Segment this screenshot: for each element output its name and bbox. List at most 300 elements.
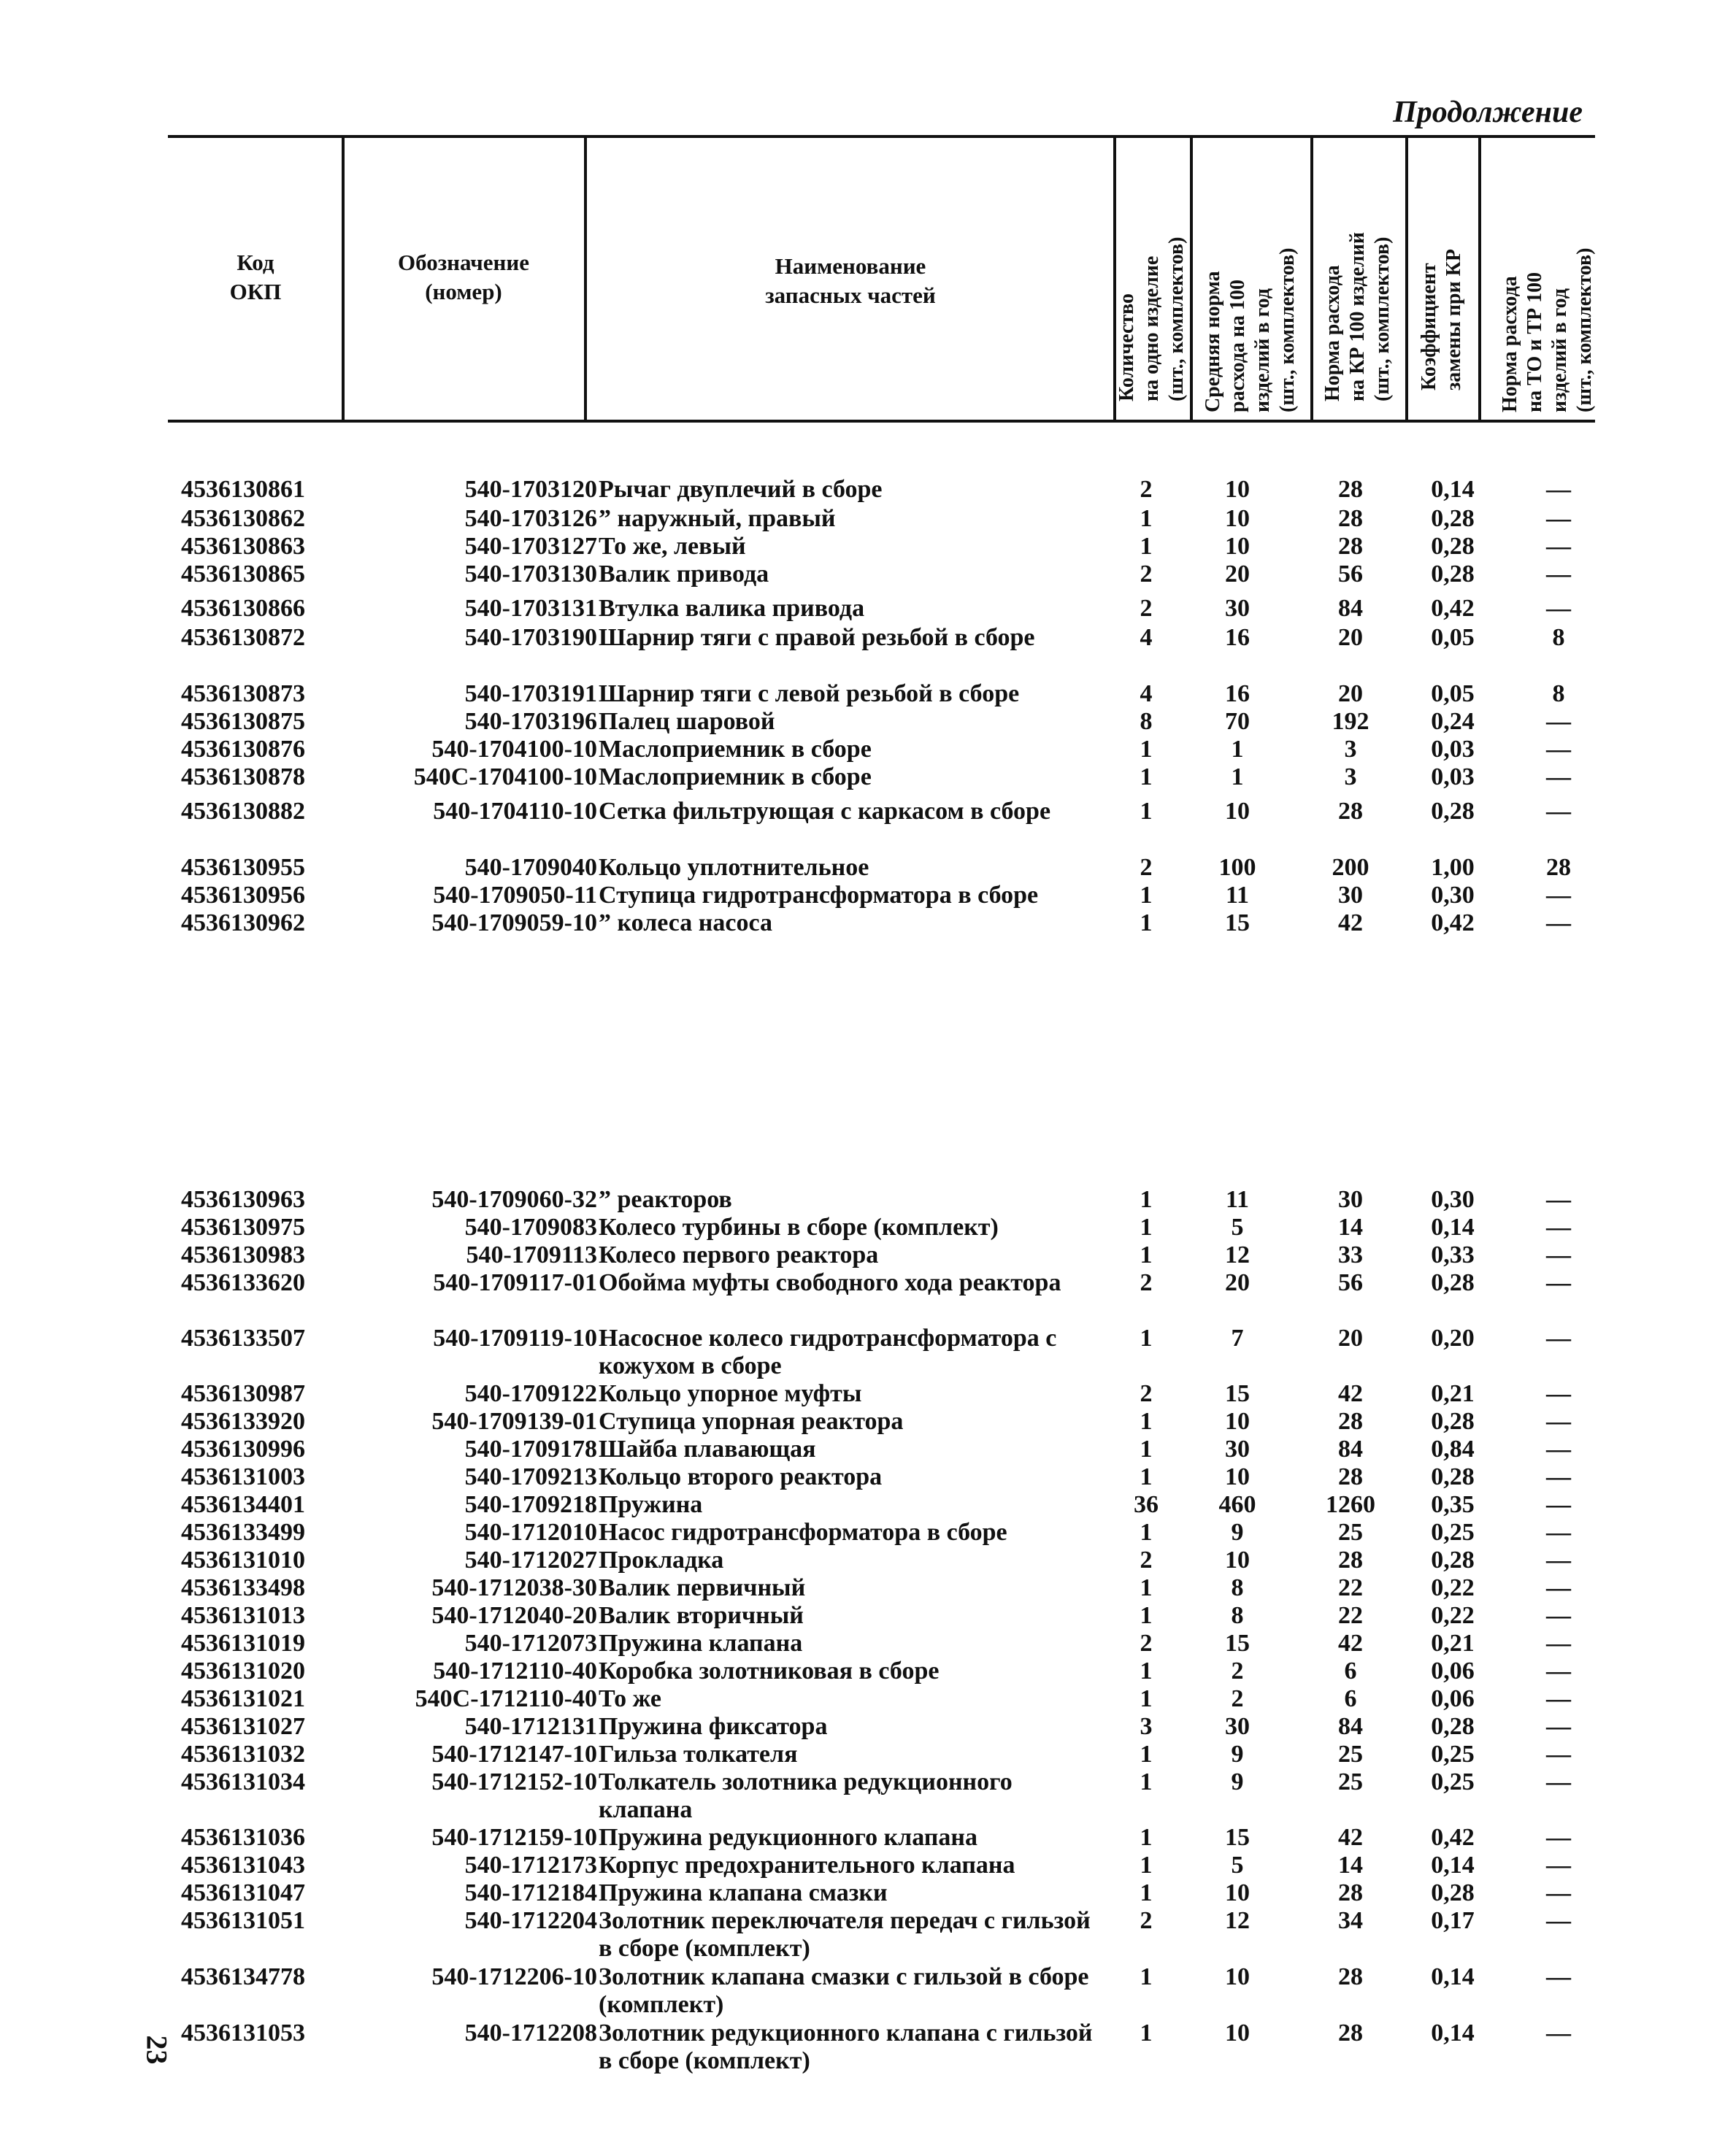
cell-avg: 2	[1231, 1658, 1244, 1685]
cell-avg: 10	[1225, 1463, 1250, 1490]
cell-code: 4536133498	[181, 1574, 305, 1601]
cell-name: ” наружный, правый	[599, 505, 836, 532]
cell-avg: 10	[1225, 533, 1250, 560]
cell-kr: 3	[1344, 736, 1357, 763]
cell-code: 4536131043	[181, 1852, 305, 1879]
cell-qty: 1	[1140, 1519, 1153, 1546]
cell-code: 4536131053	[181, 2020, 305, 2047]
cell-desig: 540-1712038-30	[431, 1574, 597, 1601]
cell-kr: 25	[1338, 1768, 1363, 1795]
table-row	[0, 1241, 1725, 1269]
cell-desig: 540-1709119-10	[433, 1325, 597, 1352]
cell-qty: 2	[1140, 1547, 1153, 1574]
cell-kr: 28	[1338, 533, 1363, 560]
cell-desig: 540-1709040	[464, 854, 597, 881]
table-row	[0, 1186, 1725, 1214]
cell-qty: 1	[1140, 763, 1153, 790]
cell-to: —	[1546, 1658, 1571, 1685]
cell-avg: 15	[1225, 1824, 1250, 1851]
header-to: Норма расхода на ТО и ТР 100 изделий в год (шт., комплектов)	[1499, 247, 1596, 412]
cell-coef: 0,14	[1431, 1963, 1475, 1990]
cell-coef: 0,33	[1431, 1241, 1475, 1268]
cell-name: Насос гидротрансформатора в сборе	[599, 1519, 1007, 1546]
cell-desig: 540-1703131	[464, 595, 597, 622]
cell-to: —	[1546, 1186, 1571, 1213]
cell-desig: 540-1709122	[464, 1380, 597, 1407]
cell-coef: 0,84	[1431, 1436, 1475, 1463]
table-row	[0, 595, 1725, 623]
cell-name: Шарнир тяги с правой резьбой в сборе	[599, 624, 1035, 651]
cell-coef: 0,28	[1431, 1269, 1475, 1296]
cell-qty: 1	[1140, 1685, 1153, 1712]
cell-desig: 540-1712184	[464, 1879, 597, 1906]
cell-coef: 0,05	[1431, 680, 1475, 707]
cell-kr: 28	[1338, 2020, 1363, 2047]
cell-coef: 0,14	[1431, 2020, 1475, 2047]
cell-coef: 0,06	[1431, 1685, 1475, 1712]
cell-code: 4536131032	[181, 1741, 305, 1768]
cell-kr: 33	[1338, 1241, 1363, 1268]
cell-name: Пружина фиксатора	[599, 1713, 828, 1740]
cell-to: —	[1546, 736, 1571, 763]
cell-desig: 540-1712110-40	[433, 1658, 597, 1685]
cell-code: 4536133499	[181, 1519, 305, 1546]
cell-coef: 0,28	[1431, 1879, 1475, 1906]
cell-desig: 540-1703130	[464, 561, 597, 588]
cell-avg: 15	[1225, 1380, 1250, 1407]
cell-code: 4536131019	[181, 1630, 305, 1657]
cell-name: Палец шаровой	[599, 708, 775, 735]
cell-avg: 30	[1225, 1713, 1250, 1740]
cell-avg: 100	[1218, 854, 1256, 881]
cell-coef: 0,28	[1431, 1713, 1475, 1740]
cell-qty: 2	[1140, 595, 1153, 622]
header-bottom-rule	[168, 420, 1595, 423]
cell-to: —	[1546, 1519, 1571, 1546]
cell-coef: 0,42	[1431, 1824, 1475, 1851]
cell-to: —	[1546, 1380, 1571, 1407]
cell-name: Шайба плавающая	[599, 1436, 816, 1463]
cell-coef: 0,03	[1431, 736, 1475, 763]
cell-desig: 540-1712204	[464, 1907, 597, 1934]
cell-desig: 540-1712152-10	[431, 1768, 597, 1795]
cell-avg: 1	[1231, 736, 1244, 763]
cell-kr: 1260	[1326, 1491, 1375, 1518]
cell-avg: 8	[1231, 1574, 1244, 1601]
cell-desig: 540-1709060-32	[431, 1186, 597, 1213]
cell-code: 4536131034	[181, 1768, 305, 1795]
cell-kr: 200	[1332, 854, 1369, 881]
table-row	[0, 708, 1725, 736]
cell-to: —	[1546, 1907, 1571, 1934]
cell-coef: 0,42	[1431, 595, 1475, 622]
cell-avg: 16	[1225, 680, 1250, 707]
cell-to: —	[1546, 1547, 1571, 1574]
table-row	[0, 1824, 1725, 1852]
cell-qty: 1	[1140, 1574, 1153, 1601]
cell-desig: 540-1712147-10	[431, 1741, 597, 1768]
cell-coef: 0,14	[1431, 476, 1475, 503]
cell-code: 4536133920	[181, 1408, 305, 1435]
cell-coef: 0,28	[1431, 533, 1475, 560]
cell-kr: 25	[1338, 1741, 1363, 1768]
cell-to: —	[1546, 798, 1571, 825]
cell-name: То же	[599, 1685, 661, 1712]
table-row	[0, 1741, 1725, 1768]
cell-avg: 12	[1225, 1241, 1250, 1268]
cell-name: Валик привода	[599, 561, 769, 588]
cell-desig: 540-1703190	[464, 624, 597, 651]
cell-code: 4536131021	[181, 1685, 305, 1712]
cell-kr: 22	[1338, 1602, 1363, 1629]
cell-kr: 28	[1338, 505, 1363, 532]
cell-coef: 0,22	[1431, 1602, 1475, 1629]
cell-name: Пружина редукционного клапана	[599, 1824, 977, 1851]
cell-kr: 28	[1338, 1547, 1363, 1574]
cell-coef: 0,14	[1431, 1214, 1475, 1241]
table-row	[0, 1602, 1725, 1630]
cell-to: 8	[1552, 680, 1565, 707]
cell-name: Толкатель золотника редукционного клапана	[599, 1768, 1013, 1823]
header-coef: Коэффициент замены при КР	[1418, 249, 1465, 390]
cell-to: —	[1546, 1241, 1571, 1268]
cell-kr: 34	[1338, 1907, 1363, 1934]
table-row	[0, 624, 1725, 681]
cell-to: —	[1546, 1630, 1571, 1657]
header-divider	[584, 135, 587, 421]
cell-name: Втулка валика привода	[599, 595, 865, 622]
cell-name: ” колеса насоса	[599, 909, 772, 936]
header-kr: Норма расхода на КР 100 изделий (шт., комплектов)	[1321, 232, 1394, 401]
cell-avg: 11	[1225, 882, 1250, 909]
cell-to: —	[1546, 1214, 1571, 1241]
cell-qty: 1	[1140, 1463, 1153, 1490]
cell-qty: 4	[1140, 680, 1153, 707]
cell-avg: 10	[1225, 2020, 1250, 2047]
cell-name: Ступица гидротрансформатора в сборе	[599, 882, 1039, 909]
cell-to: —	[1546, 1879, 1571, 1906]
table-row	[0, 561, 1725, 588]
table-row	[0, 854, 1725, 882]
cell-qty: 1	[1140, 533, 1153, 560]
cell-name: Шарнир тяги с левой резьбой в сборе	[599, 680, 1020, 707]
cell-avg: 12	[1225, 1907, 1250, 1934]
cell-kr: 42	[1338, 1824, 1363, 1851]
cell-code: 4536130875	[181, 708, 305, 735]
cell-avg: 9	[1231, 1768, 1244, 1795]
header-designation: Обозначение (номер)	[397, 250, 529, 304]
cell-avg: 9	[1231, 1741, 1244, 1768]
cell-code: 4536130983	[181, 1241, 305, 1268]
cell-qty: 1	[1140, 1214, 1153, 1241]
cell-name: Насосное колесо гидротрансформатора с кожухом в сборе	[599, 1325, 1057, 1379]
table-row	[0, 1574, 1725, 1602]
cell-kr: 84	[1338, 1713, 1363, 1740]
cell-to: —	[1546, 1963, 1571, 1990]
table-row	[0, 533, 1725, 561]
cell-to: —	[1546, 476, 1571, 503]
cell-kr: 30	[1338, 1186, 1363, 1213]
cell-name: Обойма муфты свободного хода реактора	[599, 1269, 1061, 1296]
cell-qty: 1	[1140, 505, 1153, 532]
cell-name: Золотник переключателя передач с гильзой в сборе (комплект)	[599, 1907, 1091, 1962]
cell-avg: 10	[1225, 1963, 1250, 1990]
cell-code: 4536130865	[181, 561, 305, 588]
cell-code: 4536130878	[181, 763, 305, 790]
cell-avg: 70	[1225, 708, 1250, 735]
cell-avg: 11	[1225, 1186, 1250, 1213]
cell-kr: 20	[1338, 680, 1363, 707]
cell-name: ” реакторов	[599, 1186, 732, 1213]
cell-to: —	[1546, 2020, 1571, 2047]
cell-name: Гильза толкателя	[599, 1741, 798, 1768]
cell-to: —	[1546, 708, 1571, 735]
cell-qty: 1	[1140, 1436, 1153, 1463]
cell-code: 4536130956	[181, 882, 305, 909]
cell-qty: 1	[1140, 1824, 1153, 1851]
cell-coef: 0,30	[1431, 882, 1475, 909]
cell-name: Пружина	[599, 1491, 703, 1518]
cell-to: —	[1546, 1602, 1571, 1629]
cell-code: 4536130862	[181, 505, 305, 532]
cell-code: 4536134778	[181, 1963, 305, 1990]
cell-qty: 1	[1140, 798, 1153, 825]
cell-avg: 15	[1225, 909, 1250, 936]
cell-qty: 1	[1140, 882, 1153, 909]
table-row	[0, 1768, 1725, 1825]
table-row	[0, 1436, 1725, 1463]
cell-code: 4536131027	[181, 1713, 305, 1740]
cell-qty: 1	[1140, 2020, 1153, 2047]
table-row	[0, 1630, 1725, 1658]
cell-name: Колесо первого реактора	[599, 1241, 879, 1268]
cell-qty: 1	[1140, 736, 1153, 763]
cell-code: 4536131013	[181, 1602, 305, 1629]
cell-avg: 7	[1231, 1325, 1244, 1352]
cell-name: Маслоприемник в сборе	[599, 736, 872, 763]
cell-to: —	[1546, 1325, 1571, 1352]
cell-coef: 0,14	[1431, 1852, 1475, 1879]
table-row	[0, 1963, 1725, 2020]
cell-kr: 84	[1338, 595, 1363, 622]
header-divider	[1405, 135, 1408, 421]
cell-coef: 0,06	[1431, 1658, 1475, 1685]
cell-coef: 0,28	[1431, 561, 1475, 588]
cell-name: Золотник редукционного клапана с гильзой в сборе (комплект)	[599, 2020, 1093, 2074]
cell-avg: 10	[1225, 1879, 1250, 1906]
table-row	[0, 1380, 1725, 1408]
cell-name: Сетка фильтрующая с каркасом в сборе	[599, 798, 1051, 825]
cell-avg: 10	[1225, 1408, 1250, 1435]
cell-coef: 0,28	[1431, 798, 1475, 825]
table-row	[0, 1547, 1725, 1574]
cell-desig: 540С-1712110-40	[415, 1685, 597, 1712]
cell-to: 28	[1546, 854, 1571, 881]
cell-to: —	[1546, 763, 1571, 790]
cell-qty: 2	[1140, 854, 1153, 881]
cell-kr: 56	[1338, 1269, 1363, 1296]
cell-avg: 30	[1225, 1436, 1250, 1463]
table-row	[0, 1658, 1725, 1685]
cell-to: —	[1546, 1685, 1571, 1712]
cell-kr: 22	[1338, 1574, 1363, 1601]
cell-kr: 42	[1338, 909, 1363, 936]
cell-to: —	[1546, 1436, 1571, 1463]
cell-avg: 15	[1225, 1630, 1250, 1657]
cell-coef: 0,05	[1431, 624, 1475, 651]
cell-avg: 5	[1231, 1214, 1244, 1241]
cell-code: 4536130872	[181, 624, 305, 651]
cell-code: 4536131036	[181, 1824, 305, 1851]
cell-desig: 540-1703126	[464, 505, 597, 532]
cell-desig: 540-1709113	[466, 1241, 597, 1268]
cell-desig: 540-1712159-10	[431, 1824, 597, 1851]
cell-coef: 0,28	[1431, 1408, 1475, 1435]
header-qty: Количество на одно изделие (шт., комплектов)	[1115, 236, 1188, 401]
cell-avg: 10	[1225, 798, 1250, 825]
cell-to: —	[1546, 1491, 1571, 1518]
page-number: 23	[140, 2035, 174, 2065]
cell-qty: 3	[1140, 1713, 1153, 1740]
cell-desig: 540-1709178	[464, 1436, 597, 1463]
cell-avg: 2	[1231, 1685, 1244, 1712]
cell-desig: 540-1712040-20	[431, 1602, 597, 1629]
cell-qty: 1	[1140, 1963, 1153, 1990]
cell-to: —	[1546, 909, 1571, 936]
cell-to: —	[1546, 1768, 1571, 1795]
cell-kr: 14	[1338, 1852, 1363, 1879]
cell-qty: 1	[1140, 1658, 1153, 1685]
cell-to: —	[1546, 1463, 1571, 1490]
cell-qty: 2	[1140, 561, 1153, 588]
cell-code: 4536131047	[181, 1879, 305, 1906]
table-row	[0, 798, 1725, 855]
cell-to: —	[1546, 1824, 1571, 1851]
cell-desig: 540-1712073	[464, 1630, 597, 1657]
cell-code: 4536130882	[181, 798, 305, 825]
cell-kr: 20	[1338, 624, 1363, 651]
table-row	[0, 1907, 1725, 1964]
cell-avg: 20	[1225, 1269, 1250, 1296]
cell-to: —	[1546, 1852, 1571, 1879]
cell-qty: 2	[1140, 1630, 1153, 1657]
cell-kr: 28	[1338, 1463, 1363, 1490]
cell-desig: 540-1709117-01	[433, 1269, 597, 1296]
cell-avg: 30	[1225, 595, 1250, 622]
cell-qty: 1	[1140, 1768, 1153, 1795]
cell-coef: 0,21	[1431, 1380, 1475, 1407]
cell-coef: 0,03	[1431, 763, 1475, 790]
cell-qty: 2	[1140, 1269, 1153, 1296]
table-row	[0, 1408, 1725, 1436]
cell-coef: 0,25	[1431, 1519, 1475, 1546]
table-row	[0, 1269, 1725, 1326]
cell-qty: 1	[1140, 1186, 1153, 1213]
cell-name: Пружина клапана смазки	[599, 1879, 888, 1906]
cell-coef: 0,20	[1431, 1325, 1475, 1352]
cell-coef: 0,35	[1431, 1491, 1475, 1518]
cell-code: 4536131010	[181, 1547, 305, 1574]
cell-to: —	[1546, 1408, 1571, 1435]
cell-code: 4536130866	[181, 595, 305, 622]
cell-to: —	[1546, 533, 1571, 560]
header-top-rule	[168, 135, 1595, 138]
cell-desig: 540-1709050-11	[433, 882, 597, 909]
continuation-label: Продолжение	[1393, 96, 1583, 129]
table-row	[0, 1491, 1725, 1519]
table-row	[0, 1214, 1725, 1241]
cell-avg: 10	[1225, 476, 1250, 503]
cell-coef: 0,25	[1431, 1741, 1475, 1768]
cell-avg: 16	[1225, 624, 1250, 651]
cell-name: Валик вторичный	[599, 1602, 804, 1629]
cell-coef: 0,28	[1431, 505, 1475, 532]
cell-code: 4536130861	[181, 476, 305, 503]
cell-kr: 6	[1344, 1658, 1357, 1685]
cell-kr: 28	[1338, 798, 1363, 825]
table-row	[0, 680, 1725, 708]
header-code: Код ОКП	[229, 250, 282, 304]
cell-desig: 540-1703127	[464, 533, 597, 560]
cell-coef: 0,17	[1431, 1907, 1475, 1934]
table-row	[0, 1852, 1725, 1879]
cell-name: Маслоприемник в сборе	[599, 763, 872, 790]
cell-name: Валик первичный	[599, 1574, 806, 1601]
cell-code: 4536130962	[181, 909, 305, 936]
cell-code: 4536131003	[181, 1463, 305, 1490]
cell-kr: 28	[1338, 1408, 1363, 1435]
table-row	[0, 882, 1725, 909]
cell-desig: 540-1709139-01	[431, 1408, 597, 1435]
cell-to: —	[1546, 1713, 1571, 1740]
cell-avg: 20	[1225, 561, 1250, 588]
cell-to: —	[1546, 561, 1571, 588]
cell-qty: 36	[1134, 1491, 1159, 1518]
cell-kr: 42	[1338, 1380, 1363, 1407]
cell-desig: 540-1712206-10	[431, 1963, 597, 1990]
cell-qty: 1	[1140, 909, 1153, 936]
cell-desig: 540-1703120	[464, 476, 597, 503]
cell-qty: 2	[1140, 476, 1153, 503]
cell-name: Пружина клапана	[599, 1630, 803, 1657]
header-divider	[342, 135, 345, 421]
cell-qty: 1	[1140, 1602, 1153, 1629]
cell-desig: 540-1709218	[464, 1491, 597, 1518]
cell-name: Кольцо второго реактора	[599, 1463, 883, 1490]
cell-kr: 42	[1338, 1630, 1363, 1657]
cell-desig: 540-1712131	[464, 1713, 597, 1740]
header-divider	[1478, 135, 1481, 421]
cell-avg: 10	[1225, 505, 1250, 532]
cell-code: 4536134401	[181, 1491, 305, 1518]
cell-qty: 2	[1140, 1380, 1153, 1407]
cell-avg: 5	[1231, 1852, 1244, 1879]
cell-qty: 1	[1140, 1408, 1153, 1435]
cell-code: 4536130987	[181, 1380, 305, 1407]
cell-kr: 3	[1344, 763, 1357, 790]
cell-code: 4536133620	[181, 1269, 305, 1296]
header-name: Наименование запасных частей	[765, 253, 936, 308]
cell-coef: 0,24	[1431, 708, 1475, 735]
cell-name: Прокладка	[599, 1547, 724, 1574]
cell-coef: 0,25	[1431, 1768, 1475, 1795]
cell-code: 4536130876	[181, 736, 305, 763]
cell-to: 8	[1552, 624, 1565, 651]
cell-desig: 540-1709083	[464, 1214, 597, 1241]
cell-to: —	[1546, 595, 1571, 622]
cell-kr: 28	[1338, 1879, 1363, 1906]
cell-qty: 4	[1140, 624, 1153, 651]
